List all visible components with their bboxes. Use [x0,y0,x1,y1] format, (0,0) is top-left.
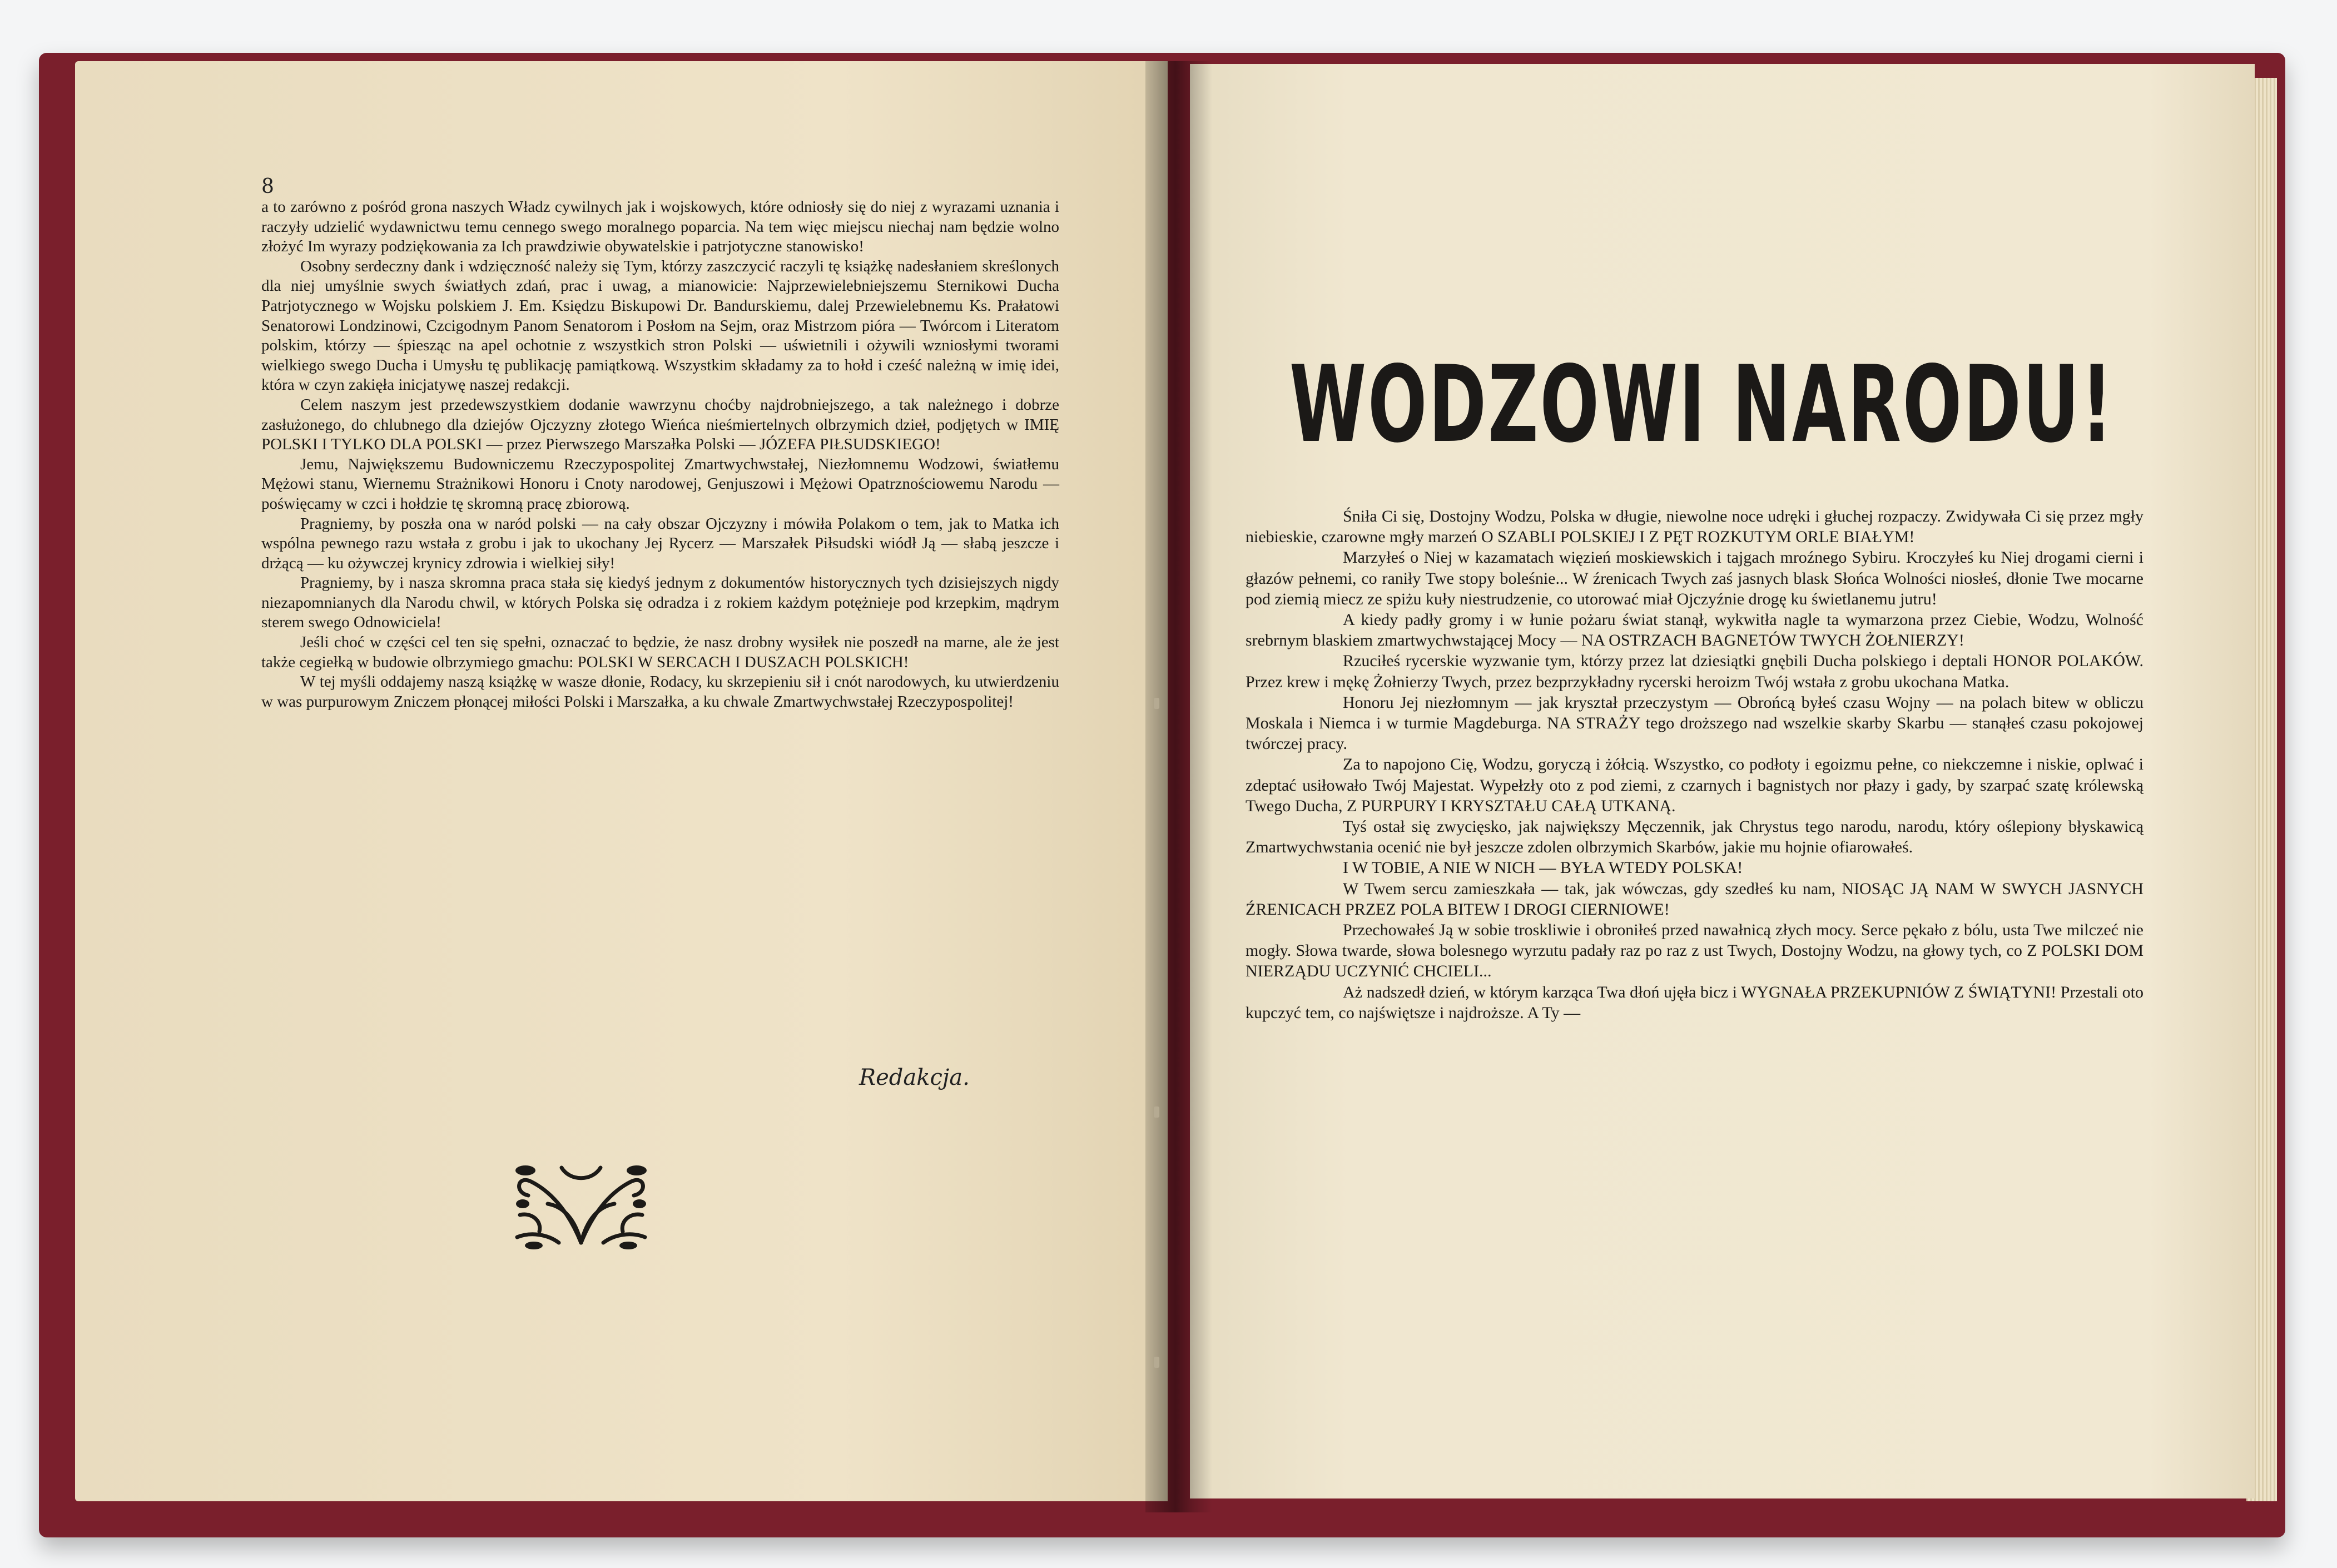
binding-stitch [1154,698,1159,709]
book-gutter [1145,61,1212,1512]
paragraph: Pragniemy, by i nasza skromna praca stała się kiedyś jednym z dokumentów historycznych tych dzisiejszych nigdy niezapomnianych dla Narodu chwil, w których Polska się odradza i z rokiem każdym potężnieje pod krzepkim, mądrym sterem swego Odnowiciela! [261,574,1059,632]
right-page-text [1246,506,2144,1023]
paragraph: Tyś ostał się zwycięsko, jak największy Męczennik, jak Chrystus tego narodu, narodu, który oślepiony błyskawicą Zmartwychwstania ocenić nie był jeszcze zdolen olbrzymich Skarbów, jakie mu hojnie ofiarowałeś. [1246,817,2144,857]
paragraph: Aż nadszedł dzień, w którym karząca Twa dłoń ujęła bicz i WYGNAŁA PRZEKUPNIÓW Z ŚWIĄTYNI! Przestali oto kupczyć tem, co najświętsze i najdroższe. A Ty — [1246,983,2144,1022]
paragraph: Honoru Jej niezłomnym — jak kryształ przeczystym — Obrońcą byłeś czasu Wojny — na polach bitew w obliczu Moskala i Niemca i w turmie Magdeburga. NA STRAŻY tego droższego nad wszelkie skarby Skarbu — stanąłeś czasu pokojowej twórczej pracy. [1246,693,2144,753]
paragraph: Za to napojono Cię, Wodzu, goryczą i żółcią. Wszystko, co podłoty i egoizmu pełne, co niekczemne i niskie, oplwać i zdeptać usiłowało Twój Majestat. Wypełzły oto z pod ziemi, z czarnych i bagnistych nor płazy i gady, by szarpać szatę królewską Twego Ducha, Z PURPURY I KRYSZTAŁU CAŁĄ UTKANĄ. [1246,755,2144,815]
signature: Redakcja. [859,1065,970,1090]
headline-area [1271,325,2132,484]
paragraph: A kiedy padły gromy i w łunie pożaru świat stanął, wykwitła nagle ta wymarzona przez Ciebie, Wodzu, Wolność srebrnym blaskiem zmartwychwstającej Mocy — NA OSTRZACH BAGNETÓW TWYCH ŻOŁNIERZY! [1246,611,2144,650]
paragraph: Marzyłeś o Niej w kazamatach więzień moskiewskich i tajgach mroźnego Sybiru. Kroczyłeś ku Niej drogami cierni i głazów pełnemi, co raniły Twe stopy boleśnie... W źrenicach Twych zaś jasnych blask Słońca Wolności niosłeś, dłonie Twe mocarne pod ziemią miecz ze spiżu kuły niestrudzenie, co utorować miał Ojczyźnie drogę ku świetlanemu jutru! [1246,548,2144,608]
paragraph: Jemu, Największemu Budowniczemu Rzeczypospolitej Zmartwychwstałej, Niezłomnemu Wodzowi, światłemu Mężowi stanu, Wiernemu Strażnikowi Honoru i Cnoty narodowej, Genjuszowi i Mężowi Opatrznościowemu Narodu — poświęcamy w czci i hołdzie tę skromną pracę zbiorową. [261,455,1059,513]
paragraph: Jeśli choć w części cel ten się spełni, oznaczać to będzie, że nasz drobny wysiłek nie poszedł na marne, ale że jest także cegiełką w budowie olbrzymiego gmachu: POLSKI W SERCACH I DUSZACH POLSKICH! [261,633,1059,671]
left-page-text [261,197,1059,712]
paragraph: Celem naszym jest przedewszystkiem dodanie wawrzynu choćby najdrobniejszego, a tak należnego i dobrze zasłużonego, do chlubnego dla dziejów Ojczyzny złotego Wieńca nieśmiertelnych olbrzymich dzieł, podjętych w IMIĘ POLSKI I TYLKO DLA POLSKI — przez Pierwszego Marszałka Polski — JÓZEFA PIŁSUDSKIEGO! [261,395,1059,454]
paragraph: Rzuciłeś rycerskie wyzwanie tym, którzy przez lat dziesiątki gnębili Ducha polskiego i deptali HONOR POLAKÓW. Przez krew i mękę Żołnierzy Twych, przez bezprzykładny rycerski heroizm Twój wstała z grobu ukochana Matka. [1246,652,2144,691]
binding-stitch [1154,1106,1159,1118]
paragraph: W Twem sercu zamieszkała — tak, jak wówczas, gdy szedłeś ku nam, NIOSĄC JĄ NAM W SWYCH JASNYCH ŹRENICACH PRZEZ POLA BITEW I DROGI CIERNIOWE! [1246,879,2144,919]
paragraph: I W TOBIE, A NIE W NICH — BYŁA WTEDY POLSKA! [1343,859,1743,877]
paragraph: Osobny serdeczny dank i wdzięczność należy się Tym, którzy zaszczycić raczyli tę książkę nadesłaniem skreślonych dla niej umyślnie swych światłych zdań, prac i uwag, a mianowicie: Najprzewielebniejszemu Sternikowi Ducha Patrjotycznego w Wojsku polskiem J. Em. Księdzu Biskupowi Dr. Bandurskiemu, dalej Przewielebnemu Ks. Prałatowi Senatorowi Londzinowi, Czcigodnym Panom Senatorom i Posłom na Sejm, oraz Mistrzom pióra — Twórcom i Literatom polskim, którzy — śpiesząc na apel ochotnie z wszystkich stron Polski — uświetnili i ożywili wzniosłymi tworami wielkiego swego Ducha i Umysłu tę publikację pamiątkową. Wszystkim składamy za to hołd i cześć należną w imię idei, która w czyn zakięła inicjatywę naszej redakcji. [261,257,1059,394]
page-number: 8 [261,175,274,198]
paragraph: W tej myśli oddajemy naszą książkę w wasze dłonie, Rodacy, ku skrzepieniu sił i cnót narodowych, ku utwierdzeniu w was purpurowym Zniczem płonącej miłości Polski i Marszałka, a ku chwale Zmartwychwstałej Rzeczypospolitej! [261,673,1059,711]
paragraph: Pragniemy, by poszła ona w naród polski — na cały obszar Ojczyzny i mówiła Polakom o tem, jak to Matka ich wspólna pewnego razu wstała z grobu i jak to ukochany Jej Rycerz — Marszałek Piłsudski wiódł Ją — słabą jeszcze i drżącą — ku ożywczej krynicy zdrowia i wielkiej siły! [261,514,1059,572]
paragraph: Śniła Ci się, Dostojny Wodzu, Polska w długie, niewolne noce udręki i głuchej rozpaczy. Zwidywała Ci się przez mgły niebieskie, czarowne mgły marzeń O SZABLI POLSKIEJ I Z PĘT ROZKUTYM ORLE BIAŁYM! [1246,507,2144,547]
paragraph: Przechowałeś Ją w sobie troskliwie i obroniłeś przed nawałnicą złych mocy. Serce pękało z bólu, usta Twe milczeć nie mogły. Słowa twarde, słowa bolesnego wyrzutu padały raz po raz z ust Twych, Dostojny Wodzu, na głowy tych, co Z POLSKI DOM NIERZĄDU UCZYNIĆ CHCIELI... [1246,921,2144,981]
headline: WODZOWI NARODU! [1289,343,2115,466]
binding-stitch [1154,1357,1159,1368]
paragraph: a to zarówno z pośród grona naszych Władz cywilnych jak i wojskowych, które odniosły się do niej z wyrazami uznania i raczyły udzielić wydawnictwu temu cennego swego moralnego poparcia. Na tem więc miejscu niechaj nam będzie wolno złożyć Im wyrazy podziękowania za Ich prawdziwie obywatelskie i patrjotyczne stanowisko! [261,198,1059,256]
art-nouveau-ornament-icon [509,1159,653,1251]
